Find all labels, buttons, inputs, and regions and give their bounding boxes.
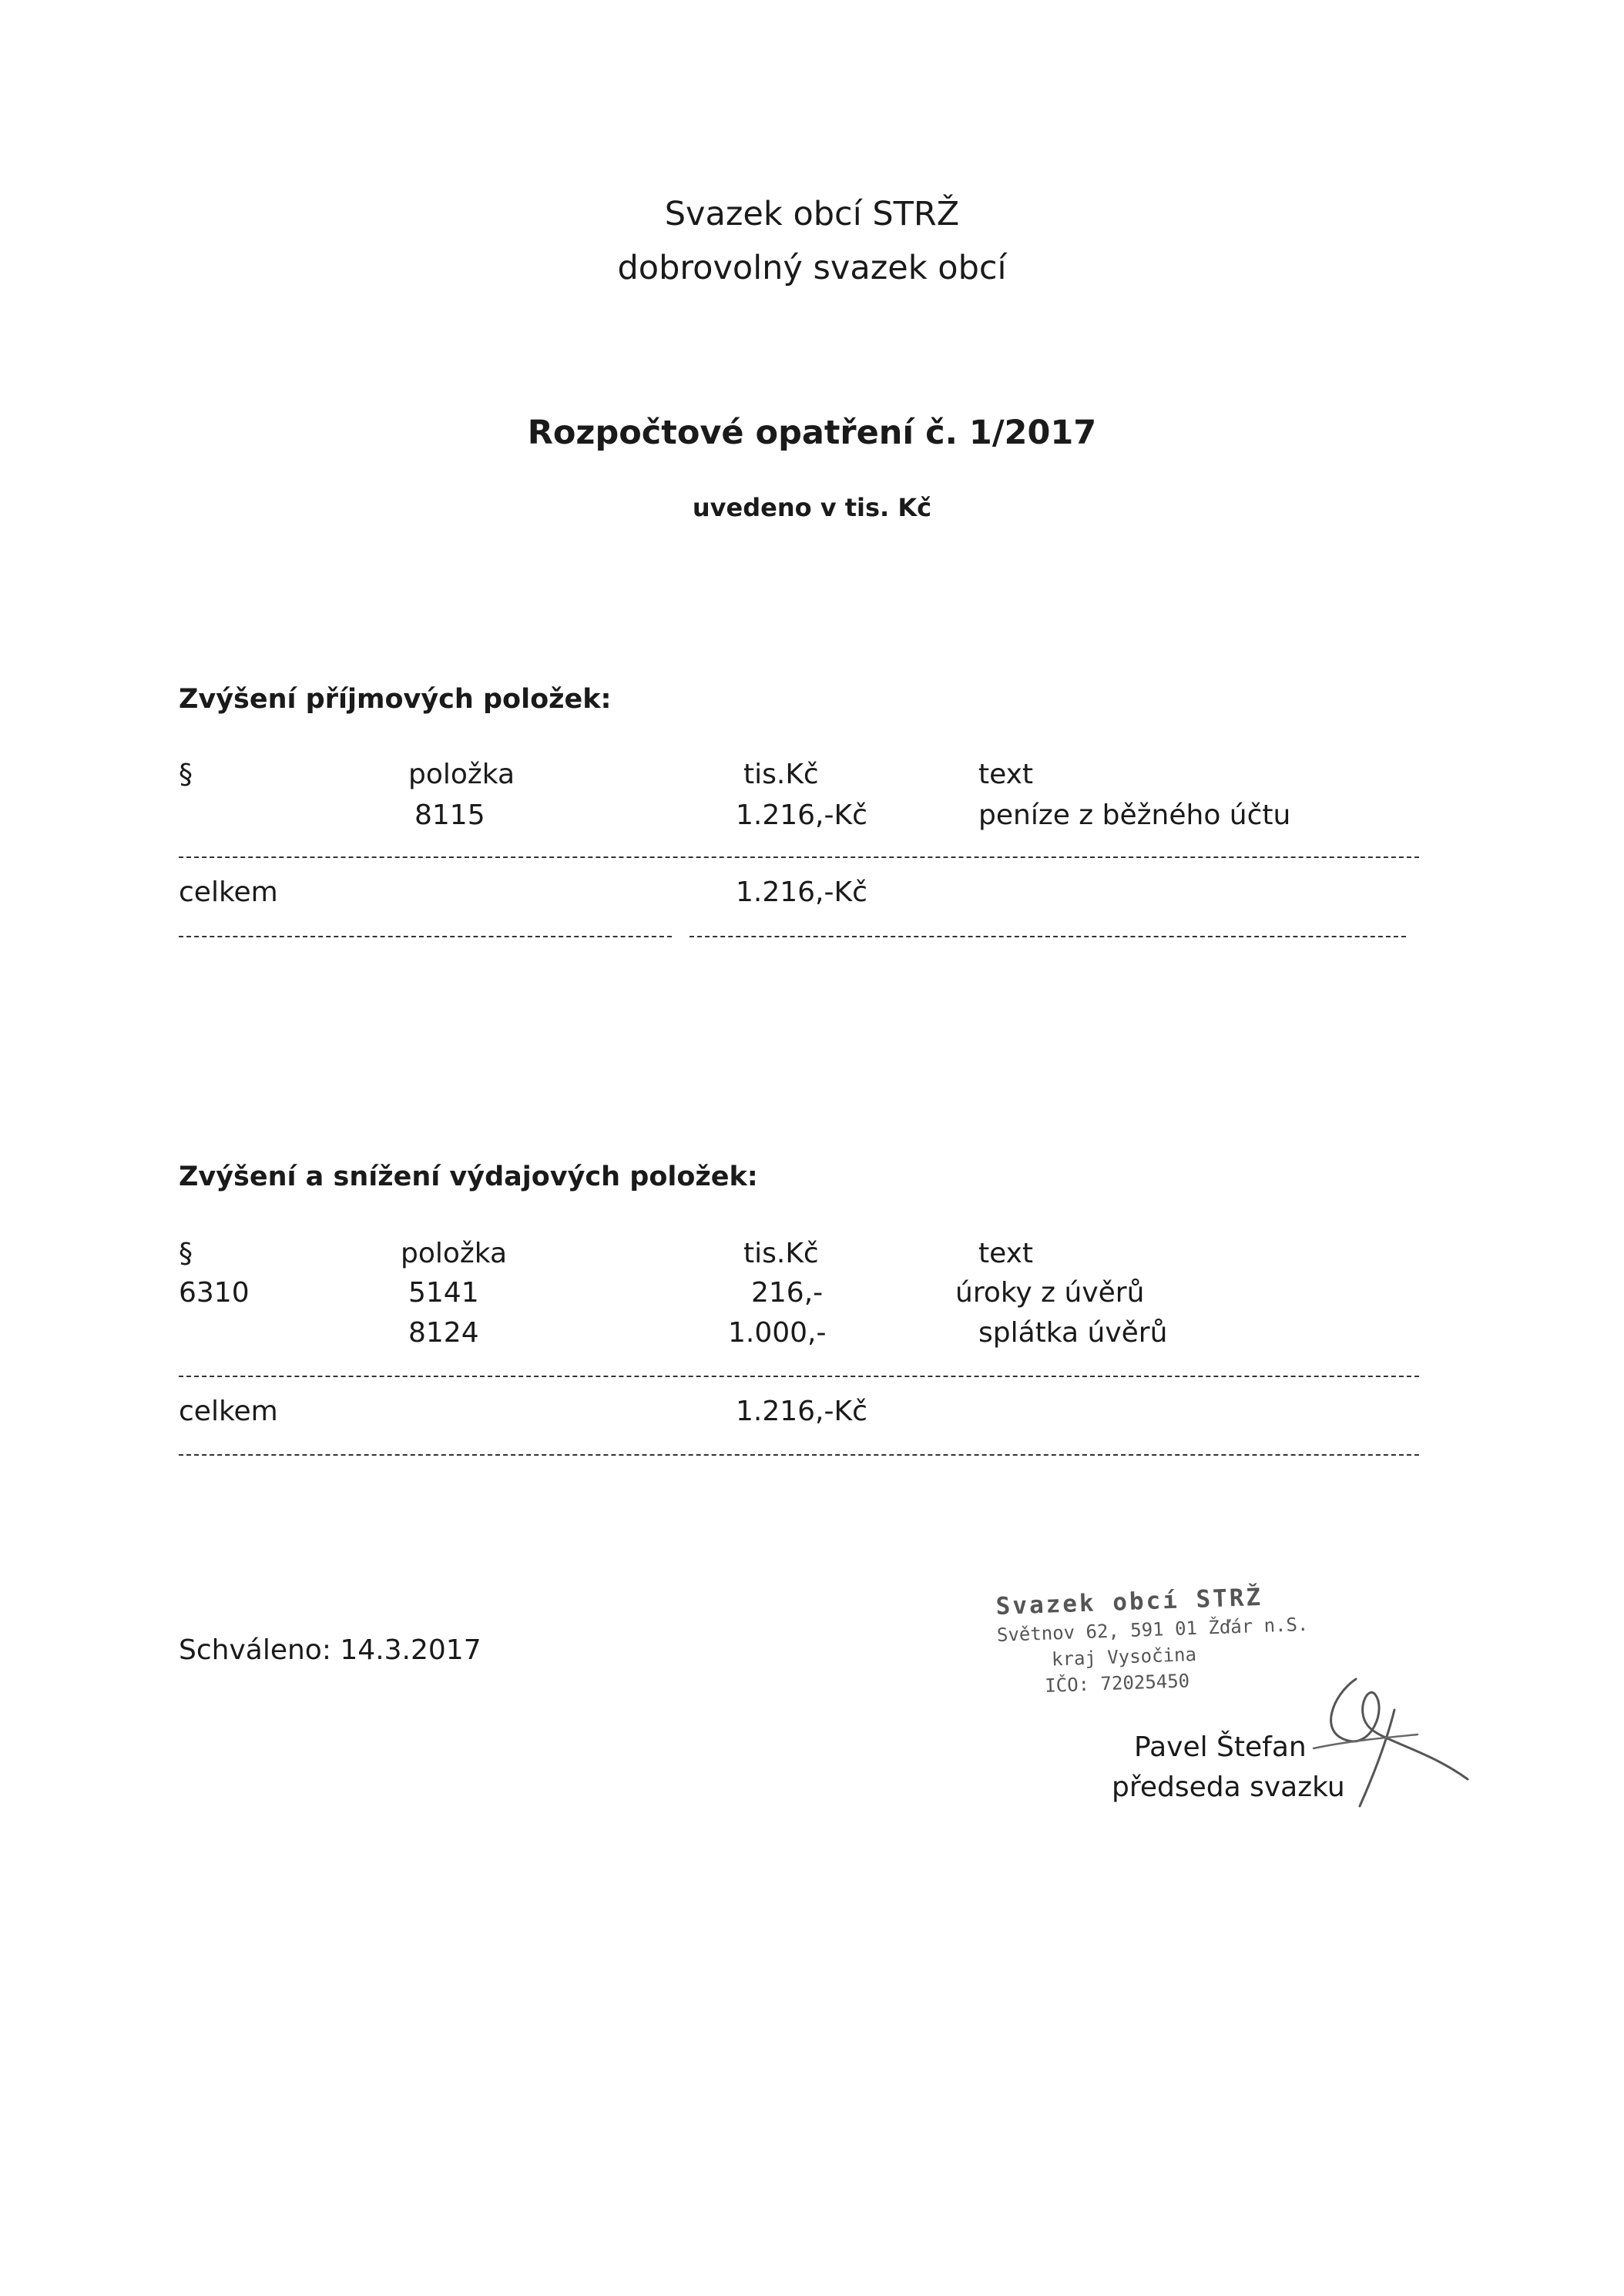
income-col-paragraf: §: [179, 759, 193, 790]
signatory-name: Pavel Štefan: [1134, 1731, 1307, 1763]
income-divider-bottom-left: [179, 936, 672, 937]
income-row-amount: 1.216,-Kč: [736, 799, 867, 831]
income-col-amount: tis.Kč: [743, 759, 819, 790]
organization-type: dobrovolný svazek obcí: [617, 249, 1007, 287]
income-row-polozka: 8115: [414, 799, 485, 831]
income-total-label: celkem: [179, 877, 278, 908]
expense-row-paragraf: 6310: [179, 1277, 250, 1309]
stamp-line-org: Svazek obcí STRŽ: [995, 1583, 1263, 1621]
unit-note: uvedeno v tis. Kč: [692, 493, 932, 522]
expense-row-polozka: 8124: [408, 1317, 479, 1349]
expense-row-polozka: 5141: [408, 1277, 479, 1309]
expense-row-amount: 216,-: [751, 1277, 824, 1309]
organization-name: Svazek obcí STRŽ: [664, 195, 960, 233]
expense-row-text: úroky z úvěrů: [955, 1277, 1145, 1309]
expense-col-text: text: [978, 1238, 1034, 1269]
expense-col-amount: tis.Kč: [743, 1238, 819, 1269]
expense-col-polozka: položka: [401, 1238, 508, 1269]
expense-divider-bottom: [179, 1454, 1419, 1456]
stamp-line-ico: IČO: 72025450: [1044, 1670, 1190, 1697]
income-heading: Zvýšení příjmových položek:: [179, 684, 612, 715]
approval-date: Schváleno: 14.3.2017: [179, 1634, 481, 1666]
expense-total-amount: 1.216,-Kč: [736, 1396, 867, 1427]
income-divider-bottom-right: [690, 936, 1406, 937]
stamp: [995, 1580, 1310, 1701]
document-title: Rozpočtové opatření č. 1/2017: [527, 414, 1097, 452]
income-total-amount: 1.216,-Kč: [736, 877, 867, 908]
expense-divider-top: [179, 1376, 1419, 1377]
expense-col-paragraf: §: [179, 1238, 193, 1269]
expense-row-text: splátka úvěrů: [978, 1317, 1168, 1349]
signatory-role: předseda svazku: [1112, 1771, 1345, 1803]
stamp-line-region: kraj Vysočina: [1051, 1643, 1197, 1671]
expense-heading: Zvýšení a snížení výdajových položek:: [179, 1161, 758, 1192]
income-col-polozka: položka: [408, 759, 515, 790]
income-divider-top: [179, 856, 1419, 858]
expense-total-label: celkem: [179, 1396, 278, 1427]
income-row-text: peníze z běžného účtu: [978, 799, 1291, 831]
income-col-text: text: [978, 759, 1034, 790]
expense-row-amount: 1.000,-: [728, 1317, 827, 1349]
stamp-line-address: Světnov 62, 591 01 Žďár n.S.: [996, 1613, 1309, 1646]
